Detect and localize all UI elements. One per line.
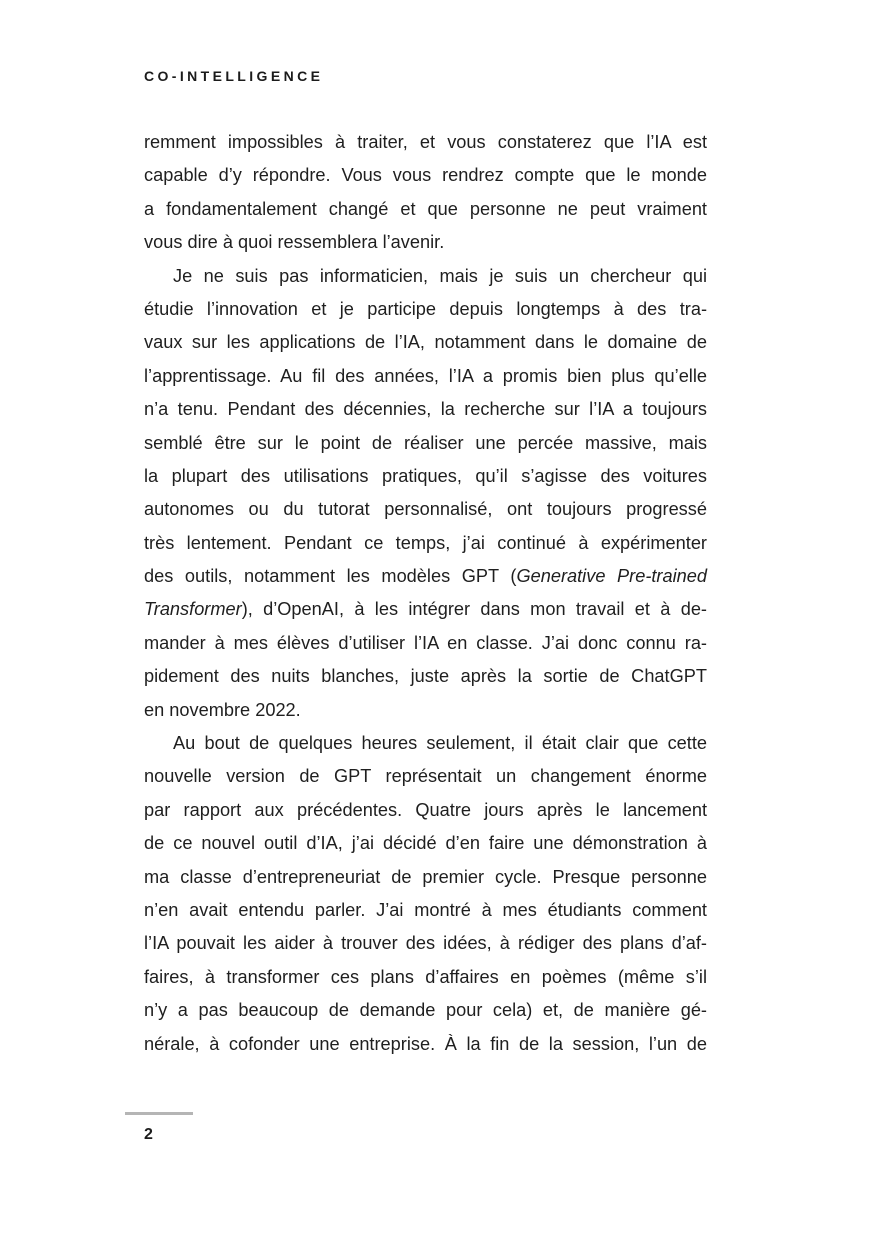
text-line: étudie l’innovation et je participe depuis longtemps à des tra- bbox=[144, 298, 707, 319]
text-line: semblé être sur le point de réaliser une percée massive, mais bbox=[144, 432, 707, 453]
running-header: CO-INTELLIGENCE bbox=[144, 68, 324, 84]
text-line: n’en avait entendu parler. J’ai montré à mes étudiants comment bbox=[144, 899, 707, 920]
text-run: des outils, notamment les modèles GPT ( bbox=[144, 566, 517, 587]
text-line: n’y a pas beaucoup de demande pour cela) et, de manière gé- bbox=[144, 1000, 707, 1021]
paragraph-1 bbox=[144, 126, 707, 260]
text-line: par rapport aux précédentes. Quatre jours après le lancement bbox=[144, 799, 707, 820]
text-line: en novembre 2022. bbox=[144, 699, 301, 720]
text-line: autonomes ou du tutorat personnalisé, ont toujours progressé bbox=[144, 499, 707, 520]
body-text bbox=[144, 126, 707, 1061]
text-line bbox=[144, 560, 707, 593]
text-line: nérale, à cofonder une entreprise. À la fin de la session, l’un de bbox=[144, 1033, 707, 1054]
text-line: capable d’y répondre. Vous vous rendrez compte que le monde bbox=[144, 165, 707, 186]
text-line: remment impossibles à traiter, et vous constaterez que l’IA est bbox=[144, 132, 707, 152]
footer-rule bbox=[125, 1112, 193, 1115]
text-line: a fondamentalement changé et que personne ne peut vraiment bbox=[144, 198, 707, 219]
text-line: ma classe d’entrepreneuriat de premier cycle. Presque personne bbox=[144, 866, 707, 887]
text-line: vous dire à quoi ressemblera l’avenir. bbox=[144, 232, 445, 253]
text-line: n’a tenu. Pendant des décennies, la recherche sur l’IA a toujours bbox=[144, 399, 707, 420]
paragraph-3 bbox=[144, 727, 707, 1061]
text-line: de ce nouvel outil d’IA, j’ai décidé d’en faire une démonstration à bbox=[144, 833, 707, 854]
page-number: 2 bbox=[144, 1126, 153, 1143]
text-line: très lentement. Pendant ce temps, j’ai continué à expérimenter bbox=[144, 532, 707, 553]
italic-term: Transformer bbox=[144, 599, 242, 620]
text-line: la plupart des utilisations pratiques, qu’il s’agisse des voitures bbox=[144, 465, 707, 486]
text-line: vaux sur les applications de l’IA, notamment dans le domaine de bbox=[144, 332, 707, 353]
text-line: l’IA pouvait les aider à trouver des idées, à rédiger des plans d’af- bbox=[144, 933, 707, 954]
text-line: mander à mes élèves d’utiliser l’IA en classe. J’ai donc connu ra- bbox=[144, 632, 707, 653]
text-line: nouvelle version de GPT représentait un changement énorme bbox=[144, 766, 707, 787]
paragraph-2 bbox=[144, 260, 707, 727]
text-line bbox=[144, 593, 707, 626]
text-line: Au bout de quelques heures seulement, il était clair que cette bbox=[173, 733, 707, 754]
text-line: l’apprentissage. Au fil des années, l’IA a promis bien plus qu’elle bbox=[144, 365, 707, 386]
text-line: Je ne suis pas informaticien, mais je suis un chercheur qui bbox=[173, 265, 707, 286]
text-line: faires, à transformer ces plans d’affaires en poèmes (même s’il bbox=[144, 966, 707, 987]
text-run: ), d’OpenAI, à les intégrer dans mon travail et à de- bbox=[241, 599, 707, 620]
italic-term: Generative Pre-trained bbox=[516, 566, 707, 587]
text-line: pidement des nuits blanches, juste après la sortie de ChatGPT bbox=[144, 666, 707, 687]
